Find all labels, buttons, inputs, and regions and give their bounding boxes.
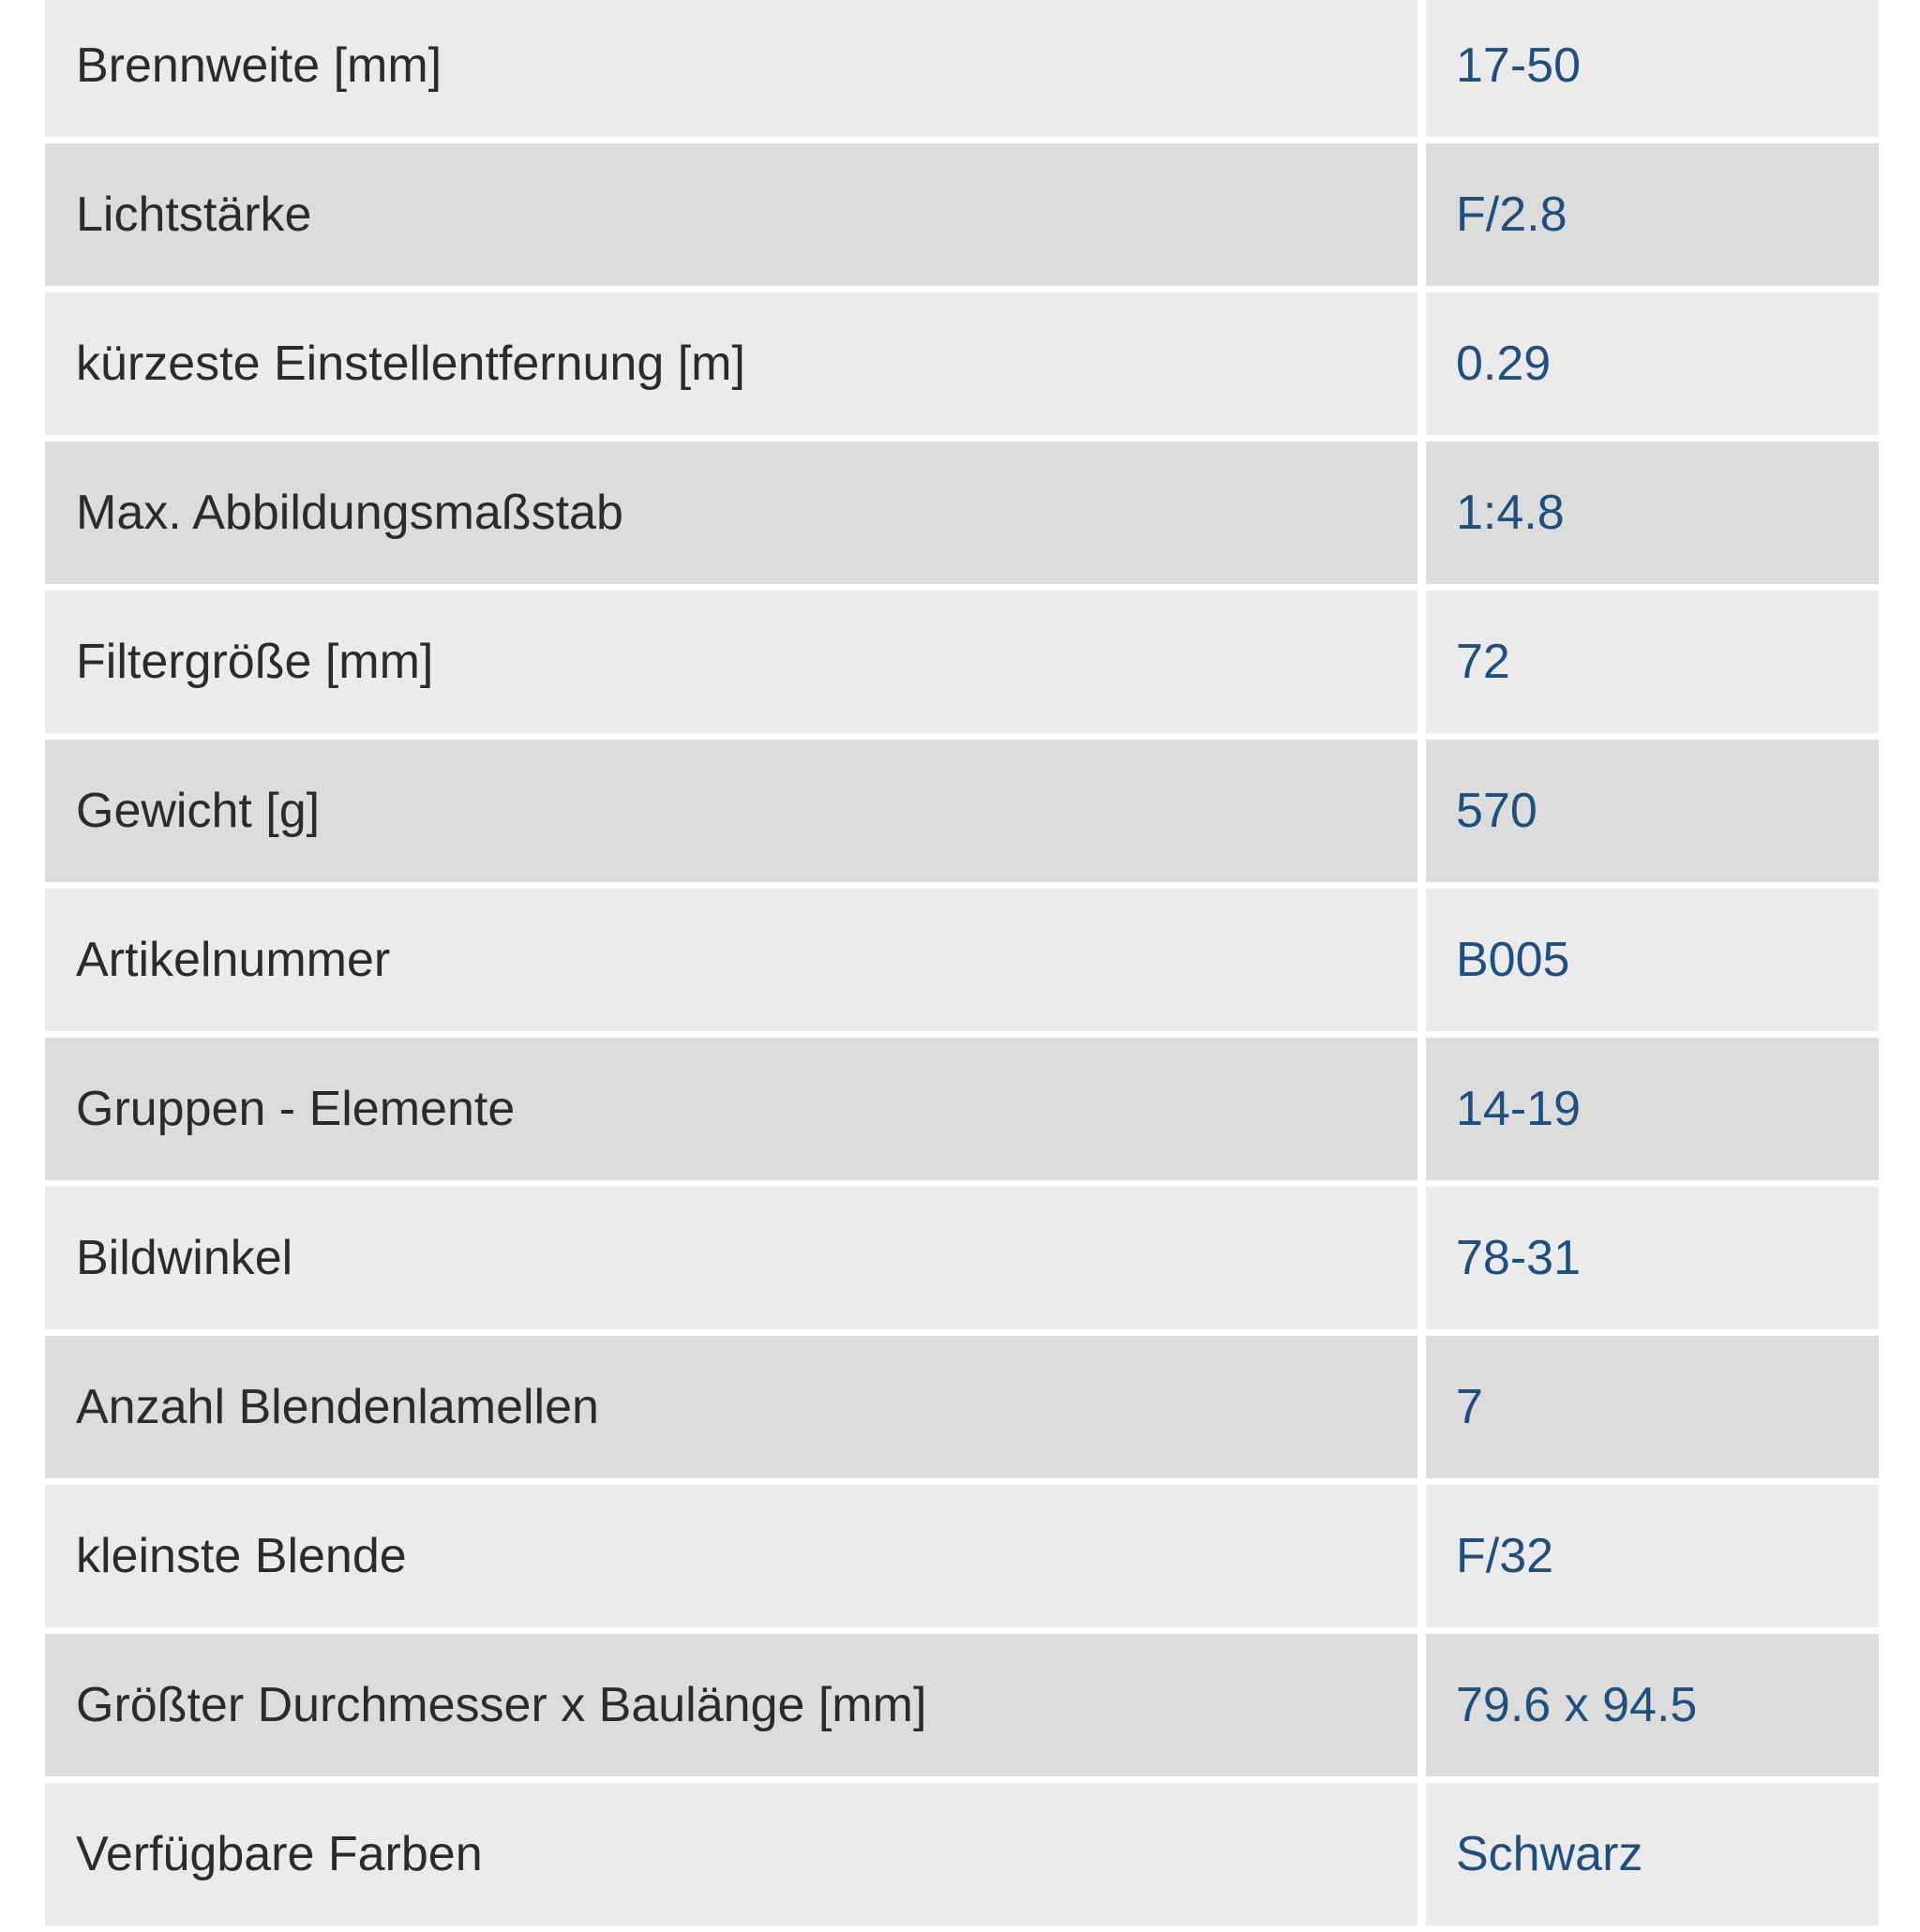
spec-row-article-number (45, 889, 1879, 1031)
spec-value: 0.29 (1426, 292, 1879, 435)
spec-label: Größter Durchmesser x Baulänge [mm] (45, 1634, 1418, 1776)
spec-table (45, 0, 1879, 1932)
spec-row-magnification (45, 442, 1879, 584)
spec-row-focal-length (45, 0, 1879, 137)
spec-label: kürzeste Einstellentfernung [m] (45, 292, 1418, 435)
spec-value: F/32 (1426, 1485, 1879, 1627)
spec-value: B005 (1426, 889, 1879, 1031)
spec-label: kleinste Blende (45, 1485, 1418, 1627)
spec-row-aperture-blades (45, 1336, 1879, 1478)
spec-row-aperture (45, 143, 1879, 286)
spec-label: Anzahl Blendenlamellen (45, 1336, 1418, 1478)
spec-label: Brennweite [mm] (45, 0, 1418, 137)
spec-value: 17-50 (1426, 0, 1879, 137)
spec-value: 79.6 x 94.5 (1426, 1634, 1879, 1776)
spec-row-filter-size (45, 591, 1879, 733)
spec-row-weight (45, 740, 1879, 882)
spec-label: Filtergröße [mm] (45, 591, 1418, 733)
spec-label: Artikelnummer (45, 889, 1418, 1031)
spec-label: Max. Abbildungsmaßstab (45, 442, 1418, 584)
spec-value: 1:4.8 (1426, 442, 1879, 584)
spec-row-min-focus (45, 292, 1879, 435)
spec-label: Verfügbare Farben (45, 1783, 1418, 1925)
spec-row-colors (45, 1783, 1879, 1925)
spec-value: 78-31 (1426, 1187, 1879, 1329)
spec-value: 570 (1426, 740, 1879, 882)
spec-value: 72 (1426, 591, 1879, 733)
spec-label: Gruppen - Elemente (45, 1038, 1418, 1180)
spec-row-dimensions (45, 1634, 1879, 1776)
spec-row-angle-of-view (45, 1187, 1879, 1329)
spec-value: Schwarz (1426, 1783, 1879, 1925)
spec-value: 7 (1426, 1336, 1879, 1478)
spec-value: F/2.8 (1426, 143, 1879, 286)
spec-label: Gewicht [g] (45, 740, 1418, 882)
spec-label: Bildwinkel (45, 1187, 1418, 1329)
spec-label: Lichtstärke (45, 143, 1418, 286)
spec-value: 14-19 (1426, 1038, 1879, 1180)
spec-row-groups-elements (45, 1038, 1879, 1180)
spec-row-min-aperture (45, 1485, 1879, 1627)
